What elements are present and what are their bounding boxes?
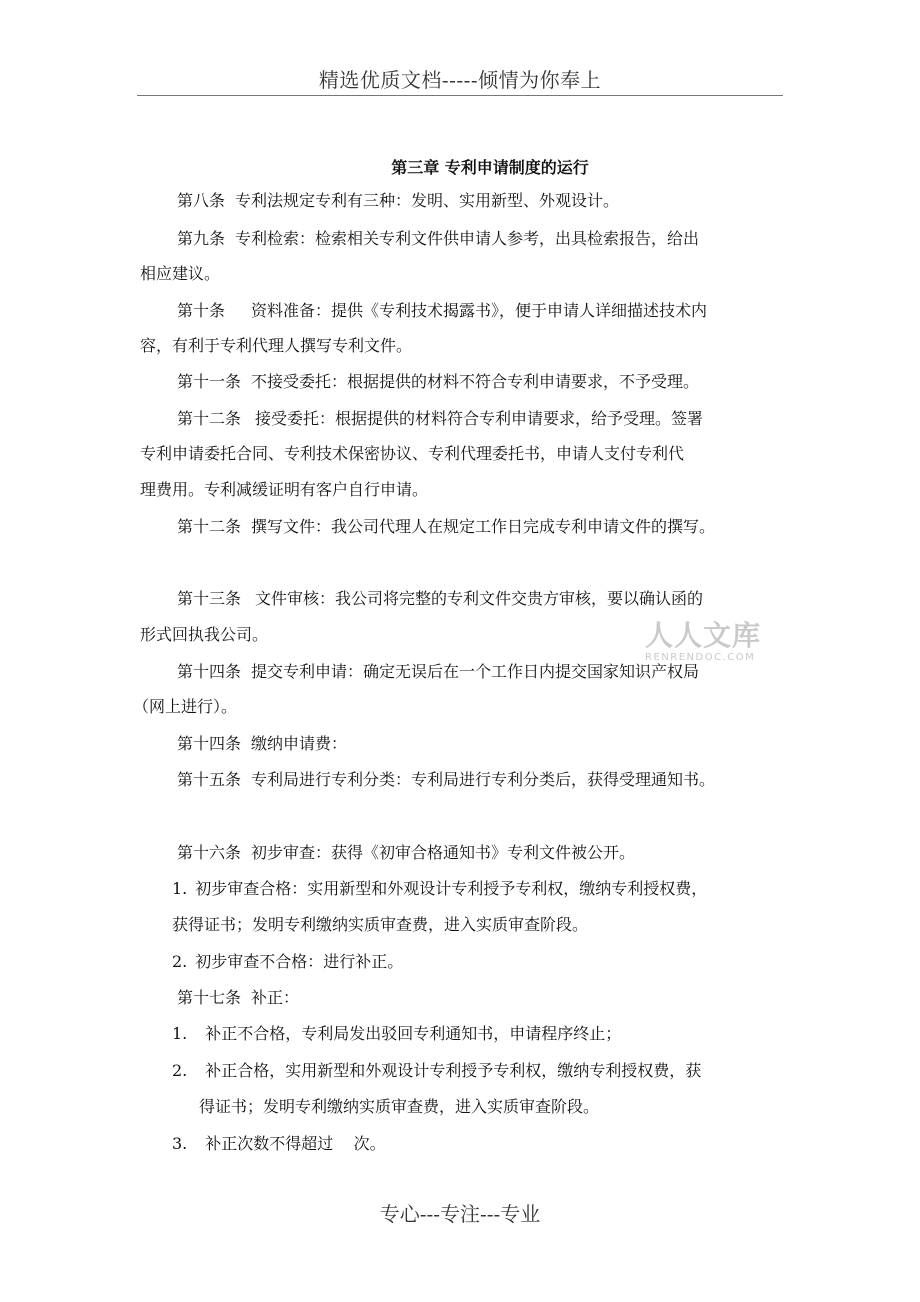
article-17-item-3-num: 3. — [172, 1134, 188, 1153]
article-14b-head: 第十四条 — [177, 734, 242, 753]
article-17-item-2-line-2: 得证书；发明专利缴纳实质审查费，进入实质审查阶段。 — [199, 1097, 600, 1116]
article-8-text: 专利法规定专利有三种：发明、实用新型、外观设计。 — [235, 191, 620, 210]
article-12b-head: 第十二条 — [177, 517, 242, 536]
article-12-line-3: 理费用。专利减缓证明有客户自行申请。 — [140, 480, 429, 499]
article-17-item-1 — [172, 1023, 621, 1045]
article-17-item-1-num: 1. — [172, 1024, 188, 1043]
article-15-head: 第十五条 — [177, 770, 242, 789]
article-12-line-2: 专利申请委托合同、专利技术保密协议、专利代理委托书，申请人支付专利代 — [140, 444, 685, 463]
article-17-item-2-text-1: 补正合格，实用新型和外观设计专利授予专利权，缴纳专利授权费，获 — [205, 1061, 702, 1080]
article-17-head: 第十七条 — [177, 988, 242, 1007]
article-16-item-2-text: 初步审查不合格：进行补正。 — [195, 952, 404, 971]
article-12-head: 第十二条 — [177, 409, 242, 428]
page-header: 精选优质文档-----倾情为你奉上 — [318, 68, 602, 92]
article-11 — [177, 371, 699, 393]
article-16-text: 初步审查：获得《初审合格通知书》专利文件被公开。 — [251, 843, 636, 862]
watermark-sub-text: RENRENDOC.COM — [645, 652, 756, 663]
article-10-line-2: 容，有利于专利代理人撰写专利文件。 — [140, 336, 413, 355]
article-17-text: 补正： — [251, 988, 300, 1007]
article-17-item-3-text: 补正次数不得超过 次。 — [205, 1134, 386, 1153]
article-9-head: 第九条 — [177, 229, 226, 248]
article-8-head: 第八条 — [177, 191, 226, 210]
article-14b — [177, 733, 347, 755]
article-15-text: 专利局进行专利分类：专利局进行专利分类后，获得受理通知书。 — [251, 770, 716, 789]
page-footer: 专心---专注---专业 — [379, 1202, 541, 1226]
article-9-line-1 — [177, 228, 699, 250]
article-14-head: 第十四条 — [177, 662, 242, 681]
article-14b-text: 缴纳申请费： — [251, 734, 348, 753]
article-17-item-2-num: 2. — [172, 1061, 188, 1080]
article-8 — [177, 190, 619, 212]
article-16-item-2 — [172, 951, 403, 973]
article-14-text-1: 提交专利申请：确定无误后在一个工作日内提交国家知识产权局 — [251, 662, 700, 681]
article-17-item-2-line-1 — [172, 1060, 701, 1082]
watermark-main-text: 人人文库 — [645, 619, 762, 652]
article-12b — [177, 516, 715, 538]
article-13-line-1 — [177, 588, 703, 610]
article-14-line-2: （网上进行）。 — [133, 697, 238, 716]
article-9-line-2: 相应建议。 — [140, 264, 221, 283]
article-10-head: 第十条 — [177, 301, 226, 320]
chapter-title: 第三章 专利申请制度的运行 — [391, 158, 589, 177]
article-11-text: 不接受委托：根据提供的材料不符合专利申请要求，不予受理。 — [251, 372, 700, 391]
article-10-text-1: 资料准备：提供《专利技术揭露书》，便于申请人详细描述技术内 — [251, 301, 708, 320]
article-16 — [177, 842, 635, 864]
article-13-text-1: 文件审核：我公司将完整的专利文件交贵方审核，要以确认函的 — [255, 589, 704, 608]
article-12-text-1: 接受委托：根据提供的材料符合专利申请要求，给予受理。签署 — [255, 409, 704, 428]
article-17-item-3 — [172, 1133, 386, 1155]
article-17-item-1-text: 补正不合格，专利局发出驳回专利通知书，申请程序终止； — [205, 1024, 622, 1043]
article-12-line-1 — [177, 408, 703, 430]
header-rule — [137, 95, 783, 96]
article-16-item-1-line-2: 获得证书；发明专利缴纳实质审查费，进入实质审查阶段。 — [172, 915, 589, 934]
article-16-item-2-num: 2. — [172, 952, 188, 971]
article-9-text-1: 专利检索：检索相关专利文件供申请人参考，出具检索报告，给出 — [235, 229, 700, 248]
article-15 — [177, 769, 715, 791]
article-16-item-1-line-1 — [172, 878, 707, 900]
article-13-line-2: 形式回执我公司。 — [140, 625, 269, 644]
article-16-head: 第十六条 — [177, 843, 242, 862]
article-14-line-1 — [177, 661, 699, 683]
article-11-head: 第十一条 — [177, 372, 242, 391]
article-10-line-1 — [177, 300, 707, 322]
article-16-item-1-text-1: 初步审查合格：实用新型和外观设计专利授予专利权，缴纳专利授权费， — [195, 879, 708, 898]
renrendoc-watermark — [645, 620, 775, 680]
article-16-item-1-num: 1. — [172, 879, 188, 898]
article-12b-text: 撰写文件：我公司代理人在规定工作日完成专利申请文件的撰写。 — [251, 517, 716, 536]
article-17 — [177, 987, 299, 1009]
article-13-head: 第十三条 — [177, 589, 242, 608]
